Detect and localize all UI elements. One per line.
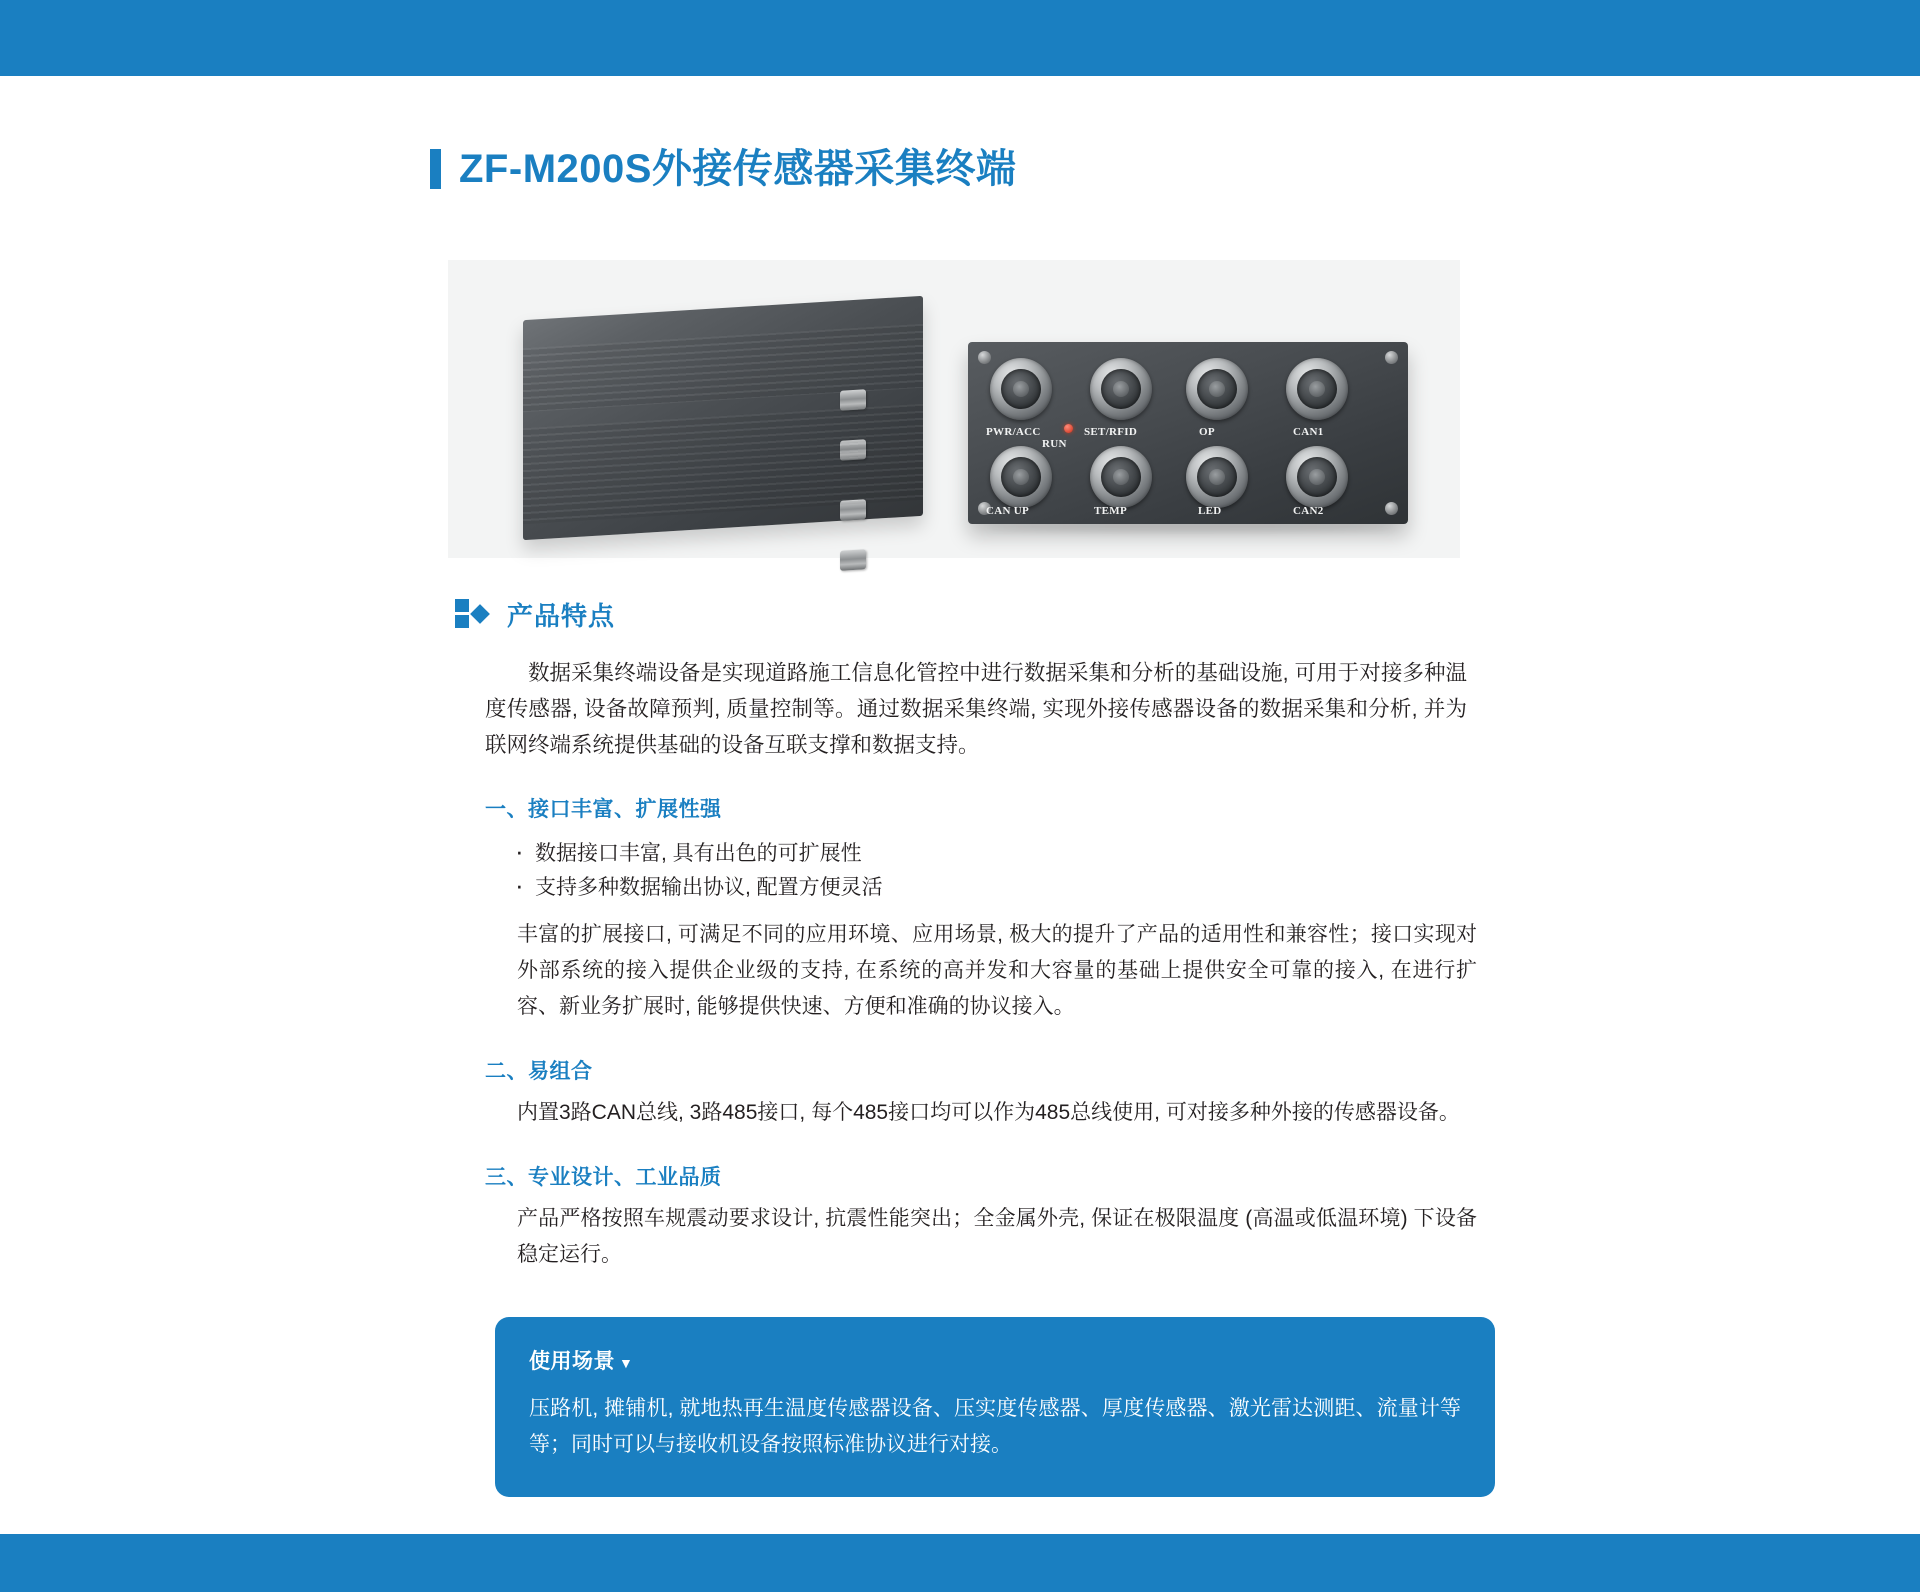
page-title-row: [430, 122, 1920, 216]
port-label-temp: TEMP: [1094, 504, 1127, 517]
subsection-paragraph-3: 产品严格按照车规震动要求设计, 抗震性能突出；全金属外壳, 保证在极限温度 (高温或低温环境) 下设备稳定运行。: [517, 1206, 1477, 1266]
list-item: · 支持多种数据输出协议, 配置方便灵活: [513, 871, 1467, 905]
usage-scenario-box: [495, 1317, 1495, 1497]
usage-scenario-title: [529, 1345, 1461, 1375]
port-connector-op: [1186, 358, 1248, 420]
subsection-heading-1: 一、接口丰富、扩展性强: [485, 797, 722, 821]
page-content: [0, 76, 1920, 1497]
enclosure-connector-2: [840, 439, 866, 461]
list-item: · 数据接口丰富, 具有出色的可扩展性: [513, 837, 1467, 871]
squares-icon: [455, 599, 491, 629]
port-connector-can1: [1286, 358, 1348, 420]
port-label-run: RUN: [1042, 437, 1067, 450]
page-title: ZF-M200S外接传感器采集终端: [459, 146, 1017, 191]
subsection-paragraph-2: 内置3路CAN总线, 3路485接口, 每个485接口均可以作为485总线使用, 可对接多种外接的传感器设备。: [517, 1100, 1460, 1124]
features-intro-text: 数据采集终端设备是实现道路施工信息化管控中进行数据采集和分析的基础设施, 可用于对接多种温度传感器, 设备故障预判, 质量控制等。通过数据采集终端, 实现外接传感器设备的数据采集和分析, 并为联网终端系统提供基础的设备互联支撑和数据支持。: [485, 660, 1467, 757]
port-label-can-up: CAN UP: [986, 504, 1030, 517]
screw-icon: [978, 351, 991, 364]
usage-scenario-title-label: 使用场景: [529, 1349, 615, 1373]
port-label-can2: CAN2: [1293, 504, 1324, 517]
subsection-heading-2: 二、易组合: [485, 1059, 593, 1083]
port-connector-pwr-acc: [990, 358, 1052, 420]
features-section-heading: [455, 596, 1920, 633]
top-blue-bar: [0, 0, 1920, 76]
port-label-led: LED: [1198, 504, 1222, 517]
port-connector-set-rfid: [1090, 358, 1152, 420]
subsection-paragraph-1: 丰富的扩展接口, 可满足不同的应用环境、应用场景, 极大的提升了产品的适用性和兼容性；接口实现对外部系统的接入提供企业级的支持, 在系统的高并发和大容量的基础上提供安全可靠的接入, 在进行扩容、新业务扩展时, 能够提供快速、方便和准确的协议接入。: [517, 922, 1477, 1018]
port-label-pwr-acc: PWR/ACC: [986, 425, 1041, 438]
enclosure-connector-4: [840, 549, 866, 571]
usage-scenario-text: 压路机, 摊铺机, 就地热再生温度传感器设备、压实度传感器、厚度传感器、激光雷达测距、流量计等等；同时可以与接收机设备按照标准协议进行对接。: [529, 1396, 1461, 1456]
subsection-heading-3: 三、专业设计、工业品质: [485, 1165, 722, 1189]
product-port-panel-photo: [968, 342, 1408, 524]
product-image-panel: [448, 260, 1460, 558]
caret-down-icon: ▼: [619, 1354, 634, 1371]
enclosure-connector-3: [840, 499, 866, 521]
port-label-can1: CAN1: [1293, 425, 1324, 438]
screw-icon: [1385, 502, 1398, 515]
bottom-blue-bar: [0, 1534, 1920, 1592]
enclosure-connector-1: [840, 389, 866, 411]
port-connector-can2: [1286, 446, 1348, 508]
screw-icon: [1385, 351, 1398, 364]
port-connector-led: [1186, 446, 1248, 508]
product-enclosure-photo: [523, 295, 923, 539]
port-connector-can-up: [990, 446, 1052, 508]
port-label-op: OP: [1199, 425, 1215, 438]
features-body: [455, 655, 1477, 1273]
title-accent-bar: [430, 149, 441, 189]
status-led-icon: [1064, 424, 1073, 433]
features-heading-label: 产品特点: [507, 600, 616, 631]
port-label-set-rfid: SET/RFID: [1084, 425, 1138, 438]
port-connector-temp: [1090, 446, 1152, 508]
